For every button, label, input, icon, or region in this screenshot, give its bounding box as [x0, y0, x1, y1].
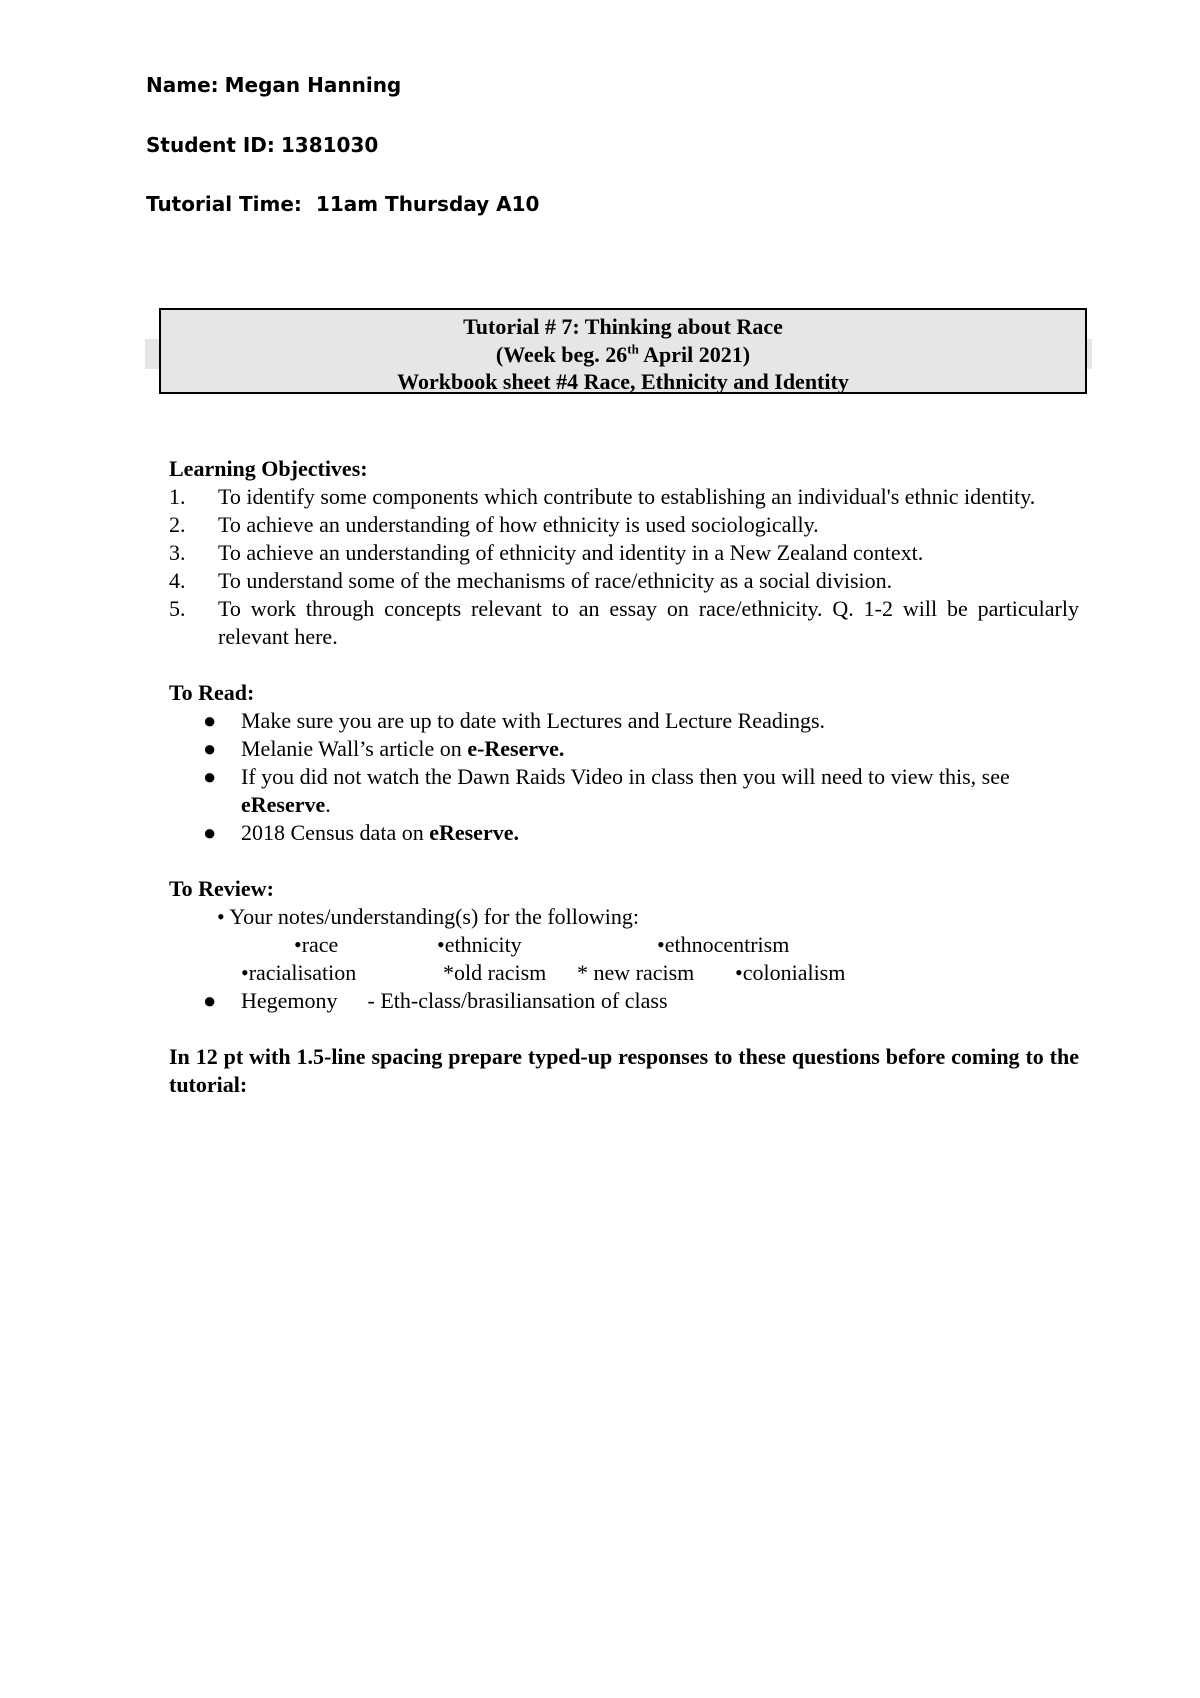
review-term: * new racism — [577, 960, 695, 985]
objective-number: 3. — [169, 540, 186, 565]
spacer — [169, 847, 1079, 875]
to-review-intro: • Your notes/understanding(s) for the following: — [217, 904, 639, 929]
bullet-icon: ● — [203, 988, 217, 1013]
ereserve-reference: e-Reserve. — [467, 736, 565, 761]
objective-item — [169, 539, 1079, 567]
name-value: Megan Hanning — [224, 73, 402, 97]
review-term-description: - Eth-class/brasiliansation of class — [367, 988, 668, 1013]
workbook-sheet-title: Workbook sheet #4 Race, Ethnicity and Identity — [397, 369, 849, 394]
to-read-text: 2018 Census data on — [241, 820, 430, 845]
bullet-icon: ● — [203, 736, 217, 761]
review-term: •ethnocentrism — [657, 932, 790, 957]
to-review-list — [169, 987, 1079, 1015]
bullet-icon: ● — [203, 764, 217, 789]
objective-number: 5. — [169, 596, 186, 621]
review-term: *old racism — [443, 960, 547, 985]
objective-number: 4. — [169, 568, 186, 593]
document-body — [169, 455, 1079, 1099]
to-read-text: If you did not watch the Dawn Raids Video in class then you will need to view this, see — [241, 764, 1010, 789]
tutorial-week — [161, 341, 1085, 369]
week-suffix: April 2021) — [638, 341, 751, 367]
spacer — [169, 1015, 1079, 1043]
review-term: •race — [294, 932, 339, 957]
to-read-heading: To Read: — [169, 680, 255, 705]
objective-text: To achieve an understanding of how ethnicity is used sociologically. — [218, 512, 819, 537]
tutorial-time-line — [146, 192, 539, 216]
spacer — [169, 651, 1079, 679]
bullet-icon: ● — [203, 820, 217, 845]
objective-number: 1. — [169, 484, 186, 509]
to-read-list — [169, 707, 1079, 847]
to-read-text-end: . — [325, 792, 331, 817]
objective-text: To achieve an understanding of ethnicity and identity in a New Zealand context. — [218, 540, 924, 565]
objective-number: 2. — [169, 512, 186, 537]
tutorial-time-label: Tutorial Time: — [146, 192, 302, 216]
learning-objectives-list — [169, 483, 1079, 651]
objective-item — [169, 511, 1079, 539]
to-read-item — [169, 819, 1079, 847]
review-term: •racialisation — [241, 960, 357, 985]
ereserve-reference: eReserve — [241, 792, 326, 817]
review-terms-row-1 — [169, 931, 1079, 959]
objective-item — [169, 567, 1079, 595]
tutorial-title: Tutorial # 7: Thinking about Race — [463, 314, 783, 339]
objective-item — [169, 595, 1079, 651]
week-ordinal: th — [627, 341, 639, 357]
tutorial-title-box — [159, 308, 1087, 394]
learning-objectives-heading: Learning Objectives: — [169, 456, 368, 481]
review-term: •colonialism — [735, 960, 846, 985]
student-name-line — [146, 73, 401, 97]
to-read-item — [169, 763, 1079, 819]
to-read-text: Melanie Wall’s article on — [241, 736, 468, 761]
objective-item — [169, 483, 1079, 511]
week-prefix: (Week beg. 26 — [495, 341, 628, 367]
instruction-paragraph: In 12 pt with 1.5-line spacing prepare typed-up responses to these questions before coming to the tutorial: — [169, 1044, 1079, 1097]
tutorial-time-value: 11am Thursday A10 — [315, 192, 540, 216]
student-id-line — [146, 133, 378, 157]
student-id-value: 1381030 — [280, 133, 379, 157]
to-read-item — [169, 707, 1079, 735]
bullet-icon: ● — [203, 708, 217, 733]
objective-text: To identify some components which contribute to establishing an individual's ethnic identity. — [218, 484, 1036, 509]
ereserve-reference: eReserve. — [429, 820, 519, 845]
review-term: Hegemony — [241, 988, 338, 1013]
to-review-item — [169, 987, 1079, 1015]
title-shade-left — [145, 339, 159, 369]
name-label: Name: — [146, 73, 219, 97]
objective-text: To work through concepts relevant to an essay on race/ethnicity. Q. 1-2 will be particularly relevant here. — [218, 596, 1079, 649]
to-read-text: Make sure you are up to date with Lectures and Lecture Readings. — [241, 708, 826, 733]
objective-text: To understand some of the mechanisms of race/ethnicity as a social division. — [218, 568, 893, 593]
review-terms-row-2 — [169, 959, 1079, 987]
to-review-heading: To Review: — [169, 876, 274, 901]
to-read-item — [169, 735, 1079, 763]
review-term: •ethnicity — [437, 932, 522, 957]
student-id-label: Student ID: — [146, 133, 275, 157]
